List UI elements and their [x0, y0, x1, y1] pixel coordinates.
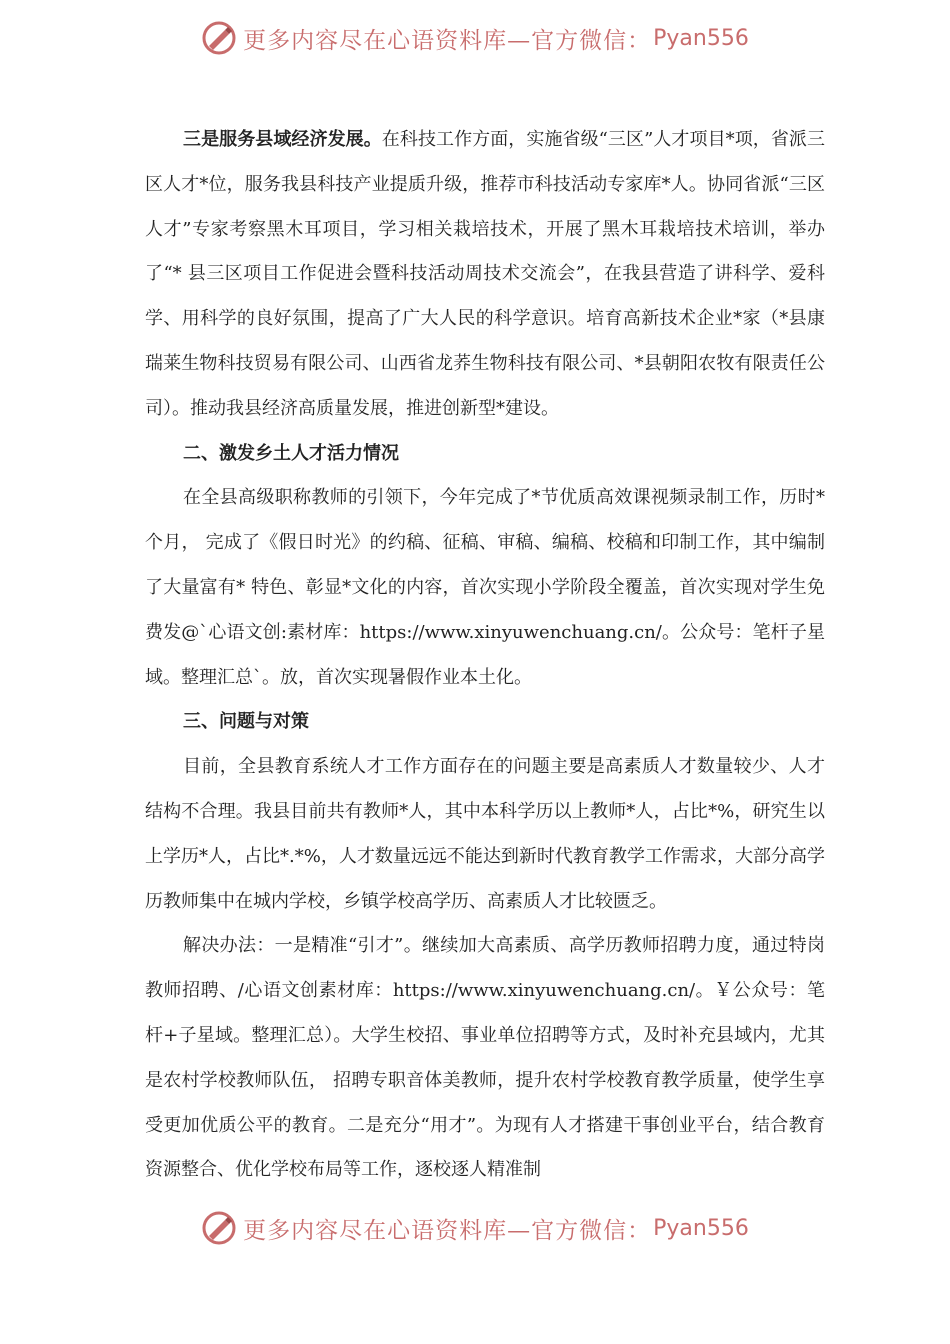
document-body — [145, 118, 825, 1193]
footer-watermark — [0, 1206, 950, 1250]
pen-logo-icon — [201, 1210, 237, 1246]
banner-wechat-id: Pyan556 — [653, 1215, 749, 1241]
paragraph-1 — [145, 118, 825, 432]
paragraph-lead: 三是服务县域经济发展。 — [183, 129, 382, 150]
banner-wechat-id: Pyan556 — [653, 25, 749, 51]
paragraph-4: 解决办法：一是精准“引才”。继续加大高素质、高学历教师招聘力度，通过特岗教师招聘、/心语文创素材库：https://www.xinyuwenchuang.cn/。￥公众号：笔杆+子星域。整理汇总）。大学生校招、事业单位招聘等方式，及时补充县域内，尤其是农村学校教师队伍， 招聘专职音体美教师，提升农村学校教育教学质量，使学生享受更加优质公平的教育。二是充分“用才”。为现有人才搭建干事创业平台，结合教育资源整合、优化学校布局等工作，逐校逐人精准制 — [145, 935, 825, 1181]
paragraph-text: 在科技工作方面，实施省级“三区”人才项目*项，省派三区人才*位，服务我县科技产业提质升级，推荐市科技活动专家库*人。协同省派“三区人才”专家考察黑木耳项目，学习相关栽培技术，开展了黑木耳栽培技术培训，举办了“* 县三区项目工作促进会暨科技活动周技术交流会”，在我县营造了讲科学、爱科学、用科学的良好氛围，提高了广大人民的科学意识。培育高新技术企业*家（*县康瑞莱生物科技贸易有限公司、山西省龙荞生物科技有限公司、*县朝阳农牧有限责任公司）。推动我县经济高质量发展，推进创新型*建设。 — [145, 129, 826, 419]
pen-logo-icon — [201, 20, 237, 56]
paragraph-2: 在全县高级职称教师的引领下，今年完成了*节优质高效课视频录制工作，历时*个月， 完成了《假日时光》的约稿、征稿、审稿、编稿、校稿和印制工作，其中编制了大量富有* 特色、彰显*文化的内容，首次实现小学阶段全覆盖，首次实现对学生免费发@`心语文创:素材库：https://www.xinyuwenchuang.cn/。公众号：笔杆子星域。整理汇总`。放，首次实现暑假作业本土化。 — [145, 487, 825, 688]
paragraph-3: 目前，全县教育系统人才工作方面存在的问题主要是高素质人才数量较少、人才结构不合理。我县目前共有教师*人，其中本科学历以上教师*人，占比*%，研究生以上学历*人，占比*.*%，人才数量远远不能达到新时代教育教学工作需求，大部分高学历教师集中在城内学校，乡镇学校高学历、高素质人才比较匮乏。 — [145, 756, 825, 912]
section-heading-2: 二、激发乡土人才活力情况 — [183, 442, 399, 464]
banner-text: 更多内容尽在心语资料库—官方微信： — [243, 1217, 652, 1244]
header-watermark — [0, 16, 950, 60]
section-heading-3: 三、问题与对策 — [183, 711, 309, 733]
banner-text: 更多内容尽在心语资料库—官方微信： — [243, 27, 652, 54]
